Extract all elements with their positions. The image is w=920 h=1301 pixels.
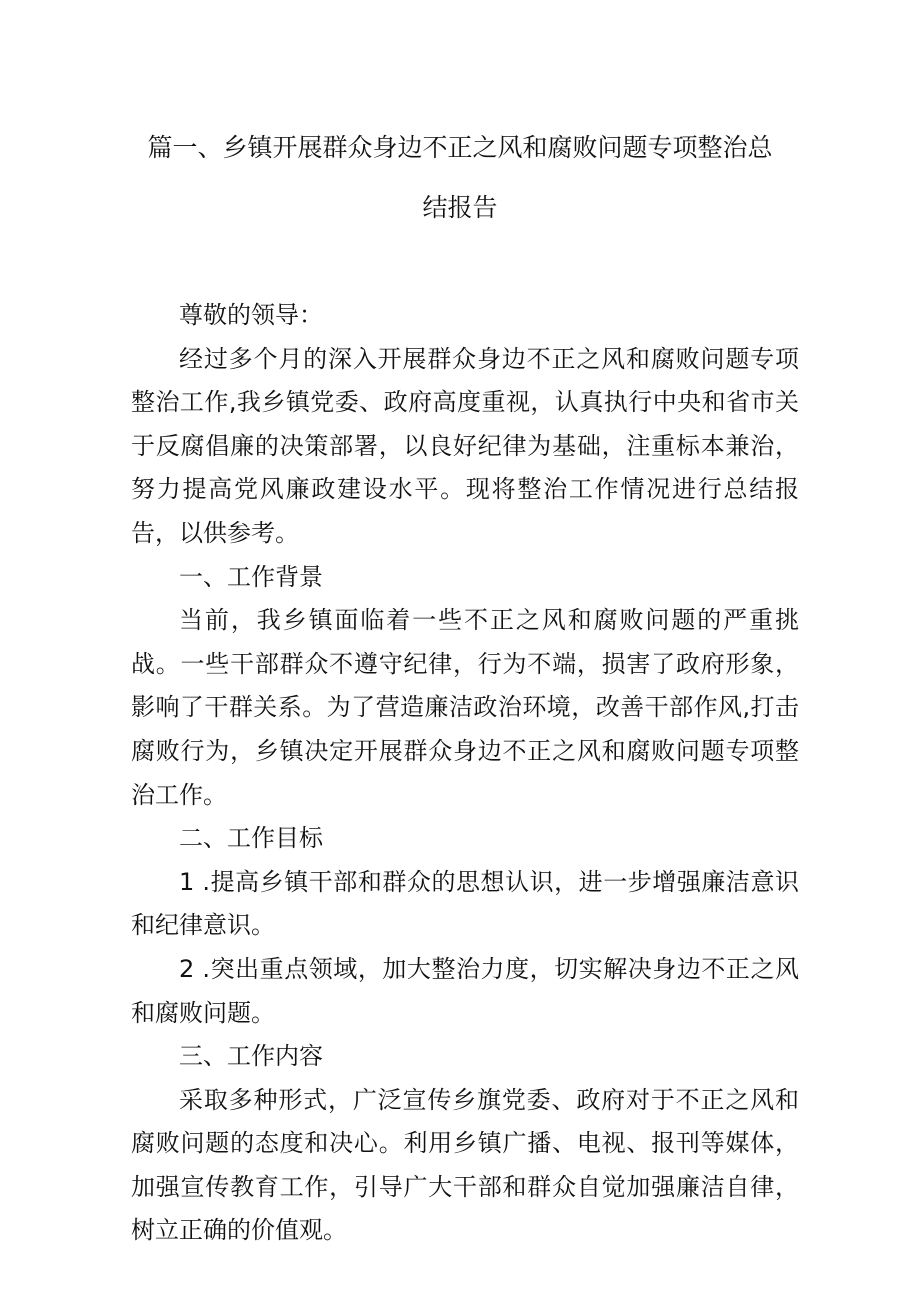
goal-item-1: 1 .提高乡镇干部和群众的思想认识，进一步增强廉洁意识和纪律意识。: [131, 867, 799, 940]
document-title-line-2: 结报告: [422, 193, 498, 222]
goal-item-2: 2 .突出重点领域，加大整治力度，切实解决身边不正之风和腐败问题。: [131, 954, 799, 1027]
salutation: 尊敬的领导：: [179, 301, 323, 329]
background-paragraph: 当前，我乡镇面临着一些不正之风和腐败问题的严重挑战。一些干部群众不遵守纪律，行为不端，损害了政府形象，影响了干群关系。为了营造廉洁政治环境，改善干部作风,打击腐败行为，乡镇决定开展群众身边不正之风和腐败问题专项整治工作。: [131, 606, 799, 809]
intro-paragraph: 经过多个月的深入开展群众身边不正之风和腐败问题专项整治工作,我乡镇党委、政府高度重视，认真执行中央和省市关于反腐倡廉的决策部署，以良好纪律为基础，注重标本兼治，努力提高党风廉政建设水平。现将整治工作情况进行总结报告，以供参考。: [131, 344, 799, 547]
content-paragraph: 采取多种形式，广泛宣传乡旗党委、政府对于不正之风和腐败问题的态度和决心。利用乡镇广播、电视、报刊等媒体，加强宣传教育工作，引导广大干部和群众自觉加强廉洁自律，树立正确的价值观。: [131, 1085, 799, 1245]
section-heading-content: 三、工作内容: [179, 1042, 323, 1071]
document-title-line-1: 篇一、乡镇开展群众身边不正之风和腐败问题专项整治总: [147, 133, 773, 162]
document-body: [131, 294, 799, 1253]
section-heading-background: 一、工作背景: [179, 562, 323, 591]
section-heading-goals: 二、工作目标: [179, 824, 323, 853]
